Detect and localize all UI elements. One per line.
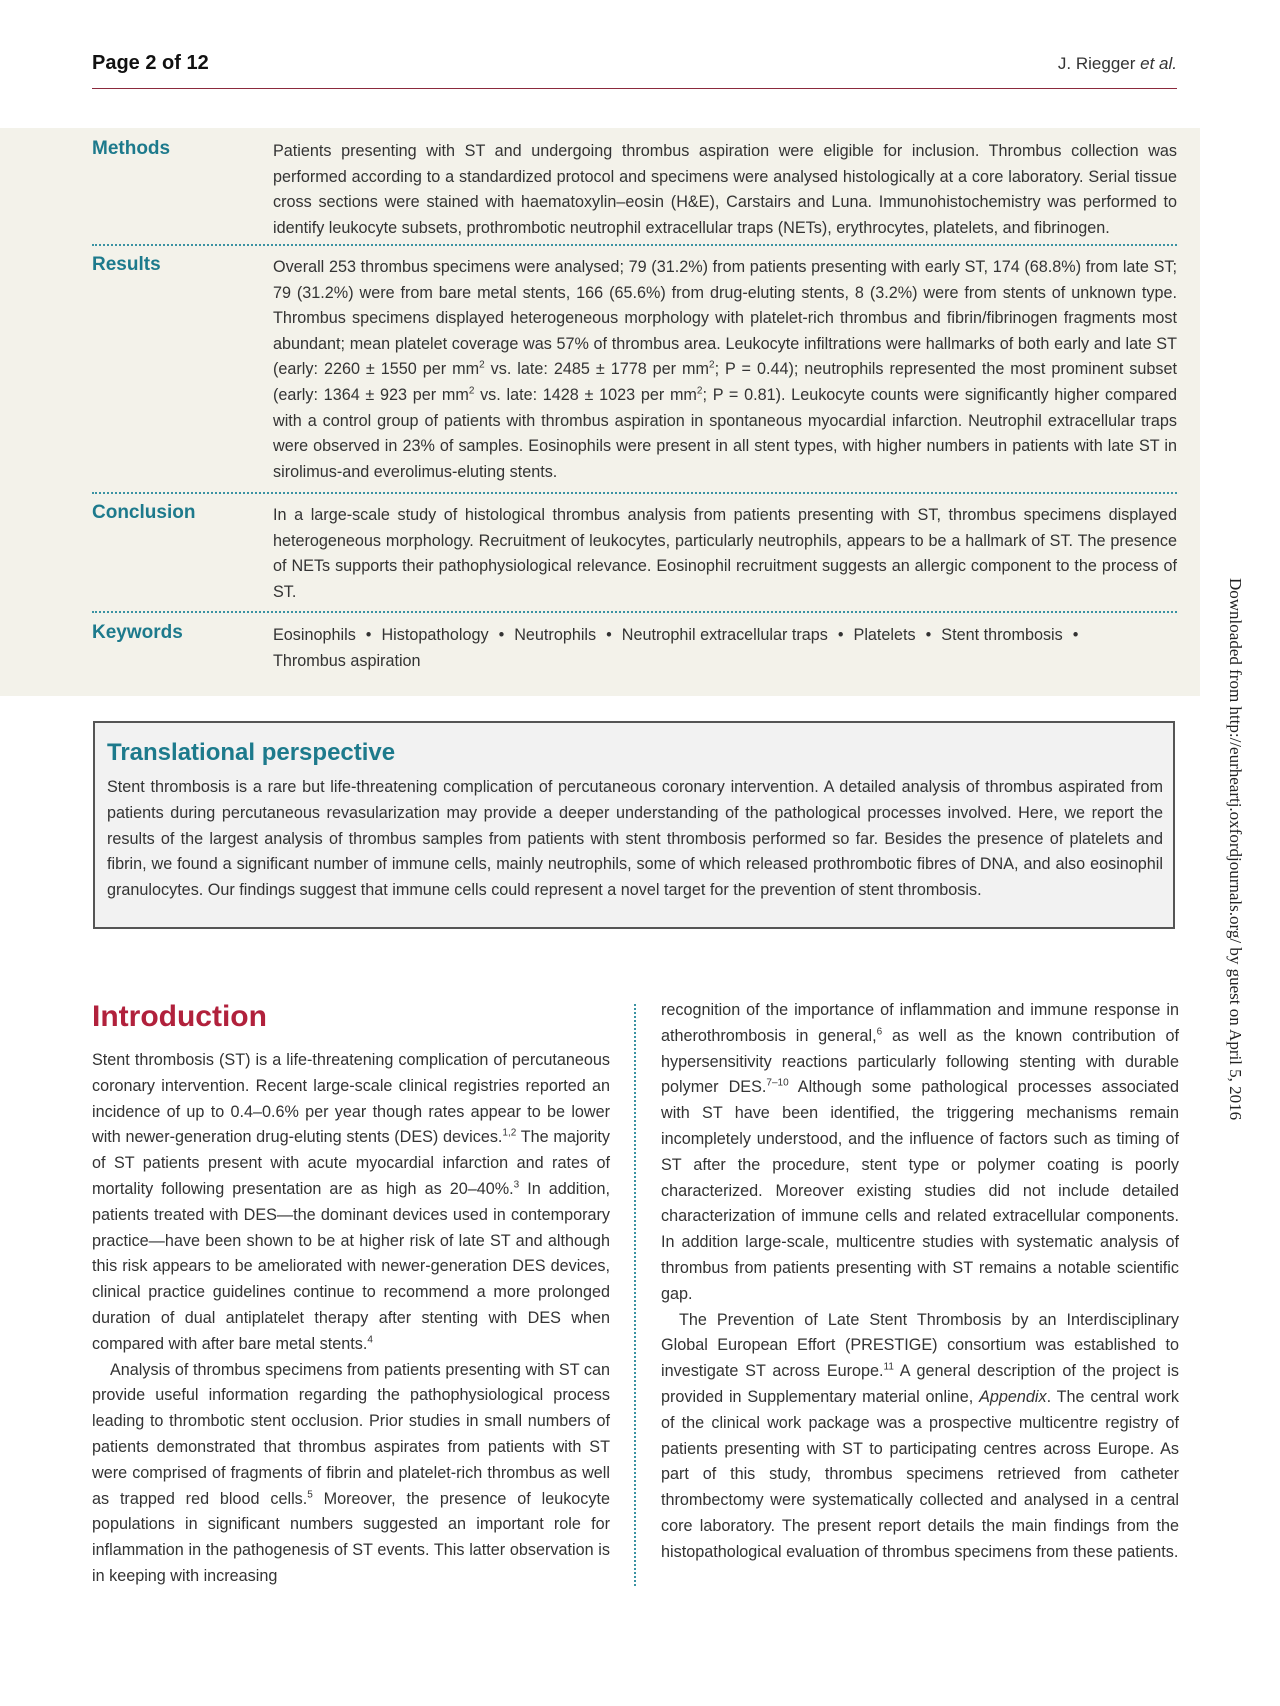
introduction-heading: Introduction	[92, 1000, 267, 1033]
paragraph	[92, 1048, 610, 1358]
keyword: Eosinophils	[273, 626, 356, 644]
divider	[92, 611, 1177, 613]
text-run: recognition of the importance of inflammation and immune response in atherothrombosis in general,	[661, 1001, 1179, 1045]
author-name: J. Riegger	[1057, 54, 1136, 73]
text-run: The majority of ST patients present with acute myocardial infarction and rates of mortality following presentation are as high as 20–40%.	[92, 1128, 610, 1198]
paragraph	[92, 1358, 610, 1590]
italic-run: Appendix	[979, 1387, 1047, 1406]
results-text	[273, 255, 1177, 485]
superscript: 2	[696, 385, 703, 397]
right-column	[661, 998, 1179, 1566]
results-part: ; P = 0.81). Leukocyte counts were significantly higher compared with a control group of patients with thrombus aspiration in spontaneous myocardial infarction. Neutrophil extracellular traps were observed in 23% of samples. Eosinophils were present in all stent types, with higher numbers in patients with late ST in sirolimus-and everolimus-eluting stents.	[273, 385, 1177, 481]
superscript: 2	[479, 359, 485, 371]
citation[interactable]: 6	[876, 1026, 883, 1038]
divider	[92, 244, 1177, 246]
bullet: •	[498, 626, 505, 644]
keyword: Neutrophils	[514, 626, 597, 644]
citation[interactable]: 4	[367, 1334, 373, 1346]
paragraph	[661, 998, 1179, 1308]
download-notice	[1226, 578, 1257, 1138]
results-part: vs. late: 1428 ± 1023 per mm	[474, 385, 697, 404]
bullet: •	[1072, 626, 1079, 644]
text-run: as well as the known contribution of hypersensitivity reactions particularly following stenting with durable polymer DES.	[661, 1026, 1179, 1097]
text-run: The Prevention of Late Stent Thrombosis by an Interdisciplinary Global European Effort (PRESTIGE) consortium was established to investigate ST across Europe.	[661, 1310, 1179, 1381]
text-run: Stent thrombosis (ST) is a life-threatening complication of percutaneous coronary intervention. Recent large-scale clinical registries reported an incidence of up to 0.4–0.6% per year though rates appear to be lower with newer-generation drug-eluting stents (DES) devices.	[92, 1051, 610, 1147]
superscript: 2	[709, 359, 715, 371]
text-run: In addition, patients treated with DES—the dominant devices used in contemporary practice—have been shown to be at higher risk of late ST and although this risk appears to be ameliorated with newer-generation DES devices, clinical practice guidelines continue to recommend a more prolonged duration of dual antiplatelet therapy after stenting with DES when compared with after bare metal stents.	[92, 1179, 610, 1353]
results-part: vs. late: 2485 ± 1778 per mm	[484, 360, 710, 379]
citation[interactable]: 1,2	[502, 1128, 517, 1139]
page-header	[92, 48, 1177, 89]
download-text[interactable]: Downloaded from http://eurheartj.oxfordjournals.org/ by guest on April 5, 2016	[1226, 578, 1245, 1121]
text-run: Moreover, the presence of leukocyte populations in significant numbers suggested an important role for inflammation in the pathogenesis of ST events. This latter observation is in keeping with increasing	[92, 1489, 610, 1585]
keywords-list	[273, 623, 1177, 674]
results-part: ; P = 0.44); neutrophils represented the most prominent subset (early: 1364 ± 923 per mm	[273, 360, 1177, 404]
citation[interactable]: 11	[883, 1361, 894, 1373]
translational-text: Stent thrombosis is a rare but life-threatening complication of percutaneous coronary intervention. A detailed analysis of thrombus aspirated from patients during percutaneous revasularization may provide a deeper understanding of the pathological processes involved. Here, we report the results of the largest analysis of thrombus samples from patients with stent thrombosis performed so far. Besides the presence of platelets and fibrin, we found a significant number of immune cells, mainly neutrophils, some of which released prothrombotic fibres of DNA, and also eosinophil granulocytes. Our findings suggest that immune cells could represent a novel target for the prevention of stent thrombosis.	[107, 778, 1163, 900]
citation[interactable]: 5	[307, 1489, 313, 1501]
paragraph	[661, 1308, 1179, 1566]
bullet: •	[837, 626, 844, 644]
keywords-label: Keywords	[92, 622, 183, 643]
superscript: 2	[468, 385, 475, 397]
running-author	[1058, 54, 1177, 74]
keyword: Neutrophil extracellular traps	[621, 626, 828, 644]
text-run: Although some pathological processes associated with ST have been identified, the triggering mechanisms remain incompletely understood, and the influence of factors such as timing of ST after the procedure, stent type or polymer coating is poorly characterized. Moreover existing studies did not include detailed characterization of immune cells and related extracellular components. In addition large-scale, multicentre studies with systematic analysis of thrombus from patients presenting with ST remains a notable scientific gap.	[661, 1078, 1179, 1303]
conclusion-text: In a large-scale study of histological thrombus analysis from patients presenting with ST, thrombus specimens displayed heterogeneous morphology. Recruitment of leukocytes, particularly neutrophils, appears to be a hallmark of ST. The presence of NETs supports their pathophysiological relevance. Eosinophil recruitment suggests an allergic component to the process of ST.	[273, 506, 1177, 601]
keyword: Platelets	[853, 626, 916, 644]
author-suffix: et al.	[1140, 54, 1177, 73]
citation[interactable]: 7–10	[766, 1078, 789, 1089]
divider	[92, 492, 1177, 494]
results-label: Results	[92, 254, 161, 275]
text-run: . The central work of the clinical work package was a prospective multicentre registry of patients presenting with ST to participating centres across Europe. As part of this study, thrombus specimens retrieved from catheter thrombectomy were systematically collected and analysed in a central core laboratory. The present report details the main findings from the histopathological evaluation of thrombus specimens from these patients.	[661, 1387, 1179, 1561]
bullet: •	[365, 626, 372, 644]
bullet: •	[606, 626, 612, 644]
methods-text: Patients presenting with ST and undergoing thrombus aspiration were eligible for inclusion. Thrombus collection was performed according to a standardized protocol and specimens were analysed histologically at a core laboratory. Serial tissue cross sections were stained with haematoxylin–eosin (H&E), Carstairs and Luna. Immunohistochemistry was performed to identify leukocyte subsets, prothrombotic neutrophil extracellular traps (NETs), erythrocytes, platelets, and fibrinogen.	[273, 142, 1177, 237]
left-column	[92, 1048, 610, 1590]
text-run: A general description of the project is provided in Supplementary material online,	[661, 1362, 1179, 1406]
page-number: Page 2 of 12	[92, 52, 209, 74]
keyword: Thrombus aspiration	[273, 651, 421, 670]
methods-label: Methods	[92, 138, 171, 159]
citation[interactable]: 3	[513, 1179, 520, 1191]
bullet: •	[925, 626, 932, 644]
keyword: Stent thrombosis	[941, 626, 1063, 644]
conclusion-label: Conclusion	[92, 502, 196, 523]
translational-perspective-box	[93, 721, 1175, 929]
keyword: Histopathology	[381, 626, 489, 644]
results-part: Overall 253 thrombus specimens were analysed; 79 (31.2%) from patients presenting with early ST, 174 (68.8%) from late ST; 79 (31.2%) were from bare metal stents, 166 (65.6%) from drug-eluting stents, 8 (3.2%) were from stents of unknown type. Thrombus specimens displayed heterogeneous morphology with platelet-rich thrombus and fibrin/fibrinogen fragments most abundant; mean platelet coverage was 57% of thrombus area. Leukocyte infiltrations were hallmarks of both early and late ST (early: 2260 ± 1550 per mm	[273, 258, 1177, 379]
column-divider	[634, 1004, 636, 1586]
text-run: Analysis of thrombus specimens from patients presenting with ST can provide useful information regarding the pathophysiological process leading to thrombotic stent occlusion. Prior studies in small numbers of patients demonstrated that thrombus aspirates from patients with ST were comprised of fragments of fibrin and platelet-rich thrombus as well as trapped red blood cells.	[92, 1360, 610, 1508]
translational-title: Translational perspective	[107, 739, 396, 766]
